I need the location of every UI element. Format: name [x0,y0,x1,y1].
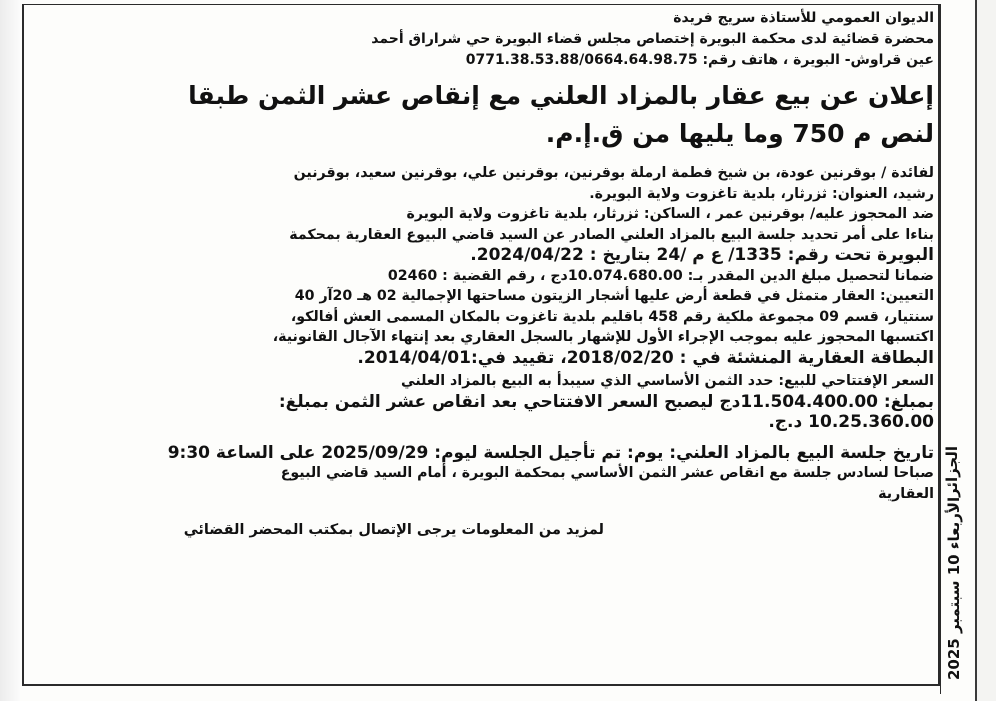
order-line-2: البويرة تحت رقم: 1335/ ع م /24 بتاريخ : 2024/04/22. [470,245,934,265]
newspaper-name: الجزائر [943,446,961,498]
header-bailiff: محضرة قضائية لدى محكمة البويرة إختصاص مجلس قضاء البويرة حي شراراق أحمد [371,31,934,47]
price-line-1: السعر الإفتتاحي للبيع: حدد الثمن الأساسي الذي سيبدأ به البيع بالمزاد العلني [400,373,934,389]
issue-date: الأربعاء 10 سبتمبر 2025 [945,497,963,681]
beneficiary-line-1: لفائدة / بوقرنين عودة، بن شيخ فطمة ارملة بوقرنين، بوقرنين علي، بوقرنين سعيد، بوقرنين [293,165,934,181]
price-line-3: 10.25.360.00 د.ج. [768,412,934,432]
left-page-edge [0,0,20,701]
side-date-label [942,446,966,681]
session-date-line-2: صباحا لسادس جلسة مع انقاص عشر الثمن الأساسي بمحكمة البويرة ، أمام السيد قاضي البيوع [280,465,934,481]
notice-title-line-1: إعلان عن بيع عقار بالمزاد العلني مع إنقاص عشر الثمن طبقا [188,81,934,110]
header-address-phone: عين قراوش- البويرة ، هاتف رقم: 0771.38.53.88/0664.64.98.75 [465,52,934,68]
adjacent-column-edge [977,0,996,701]
order-line-1: بناءا على أمر تحديد جلسة البيع بالمزاد العلني الصادر عن السيد قاضي البيوع العقارية بمحكمة [289,226,934,243]
description-line-2: سنتيار، قسم 09 مجموعة ملكية رقم 458 باقليم بلدية تاغزوت بالمكان المسمى العش أفالكو، [290,308,934,325]
debt-line: ضمانا لتحصيل مبلغ الدين المقدر بـ: 10.074.680.00دج ، رقم القضية : 02460 [387,267,934,284]
description-line-4: البطاقة العقارية المنشئة في : 2018/02/20، تقييد في:2014/04/01. [357,347,934,368]
notice-title-line-2: لنص م 750 وما يليها من ق.إ.م. [545,119,934,148]
description-line-1: التعيين: العقار متمثل في قطعة أرض عليها أشجار الزيتون مساحتها الإجمالية 02 هـ 20آر 40 [294,288,934,304]
price-line-2: بمبلغ: 11.504.400.00دج ليصبح السعر الافتتاحي بعد انقاص عشر الثمن بمبلغ: [278,391,934,412]
session-date-line-3: العقارية [878,485,934,502]
against-line: ضد المحجوز عليه/ بوقرنين عمر ، الساكن: ثزرثار، بلدية تاغزوت ولاية البويرة [406,206,934,222]
beneficiary-line-2: رشيد، العنوان: ثزرثار، بلدية تاغزوت ولاية البويرة. [589,185,934,202]
notice-content [36,8,934,540]
session-date-line-1: تاريخ جلسة البيع بالمزاد العلني: يوم: تم تأجيل الجلسة ليوم: 2025/09/29 على الساعة 9:30 [167,442,934,463]
description-line-3: اكتسبها المحجوز عليه بموجب الإجراء الأول للإشهار بالسجل العقاري بعد إنتهاء الآجال القانونية، [272,329,934,345]
footer-contact-note: لمزيد من المعلومات يرجى الإتصال بمكتب المحضر القضائي [183,522,604,538]
header-office: الديوان العمومي للأستاذة سريج فريدة [673,10,934,26]
